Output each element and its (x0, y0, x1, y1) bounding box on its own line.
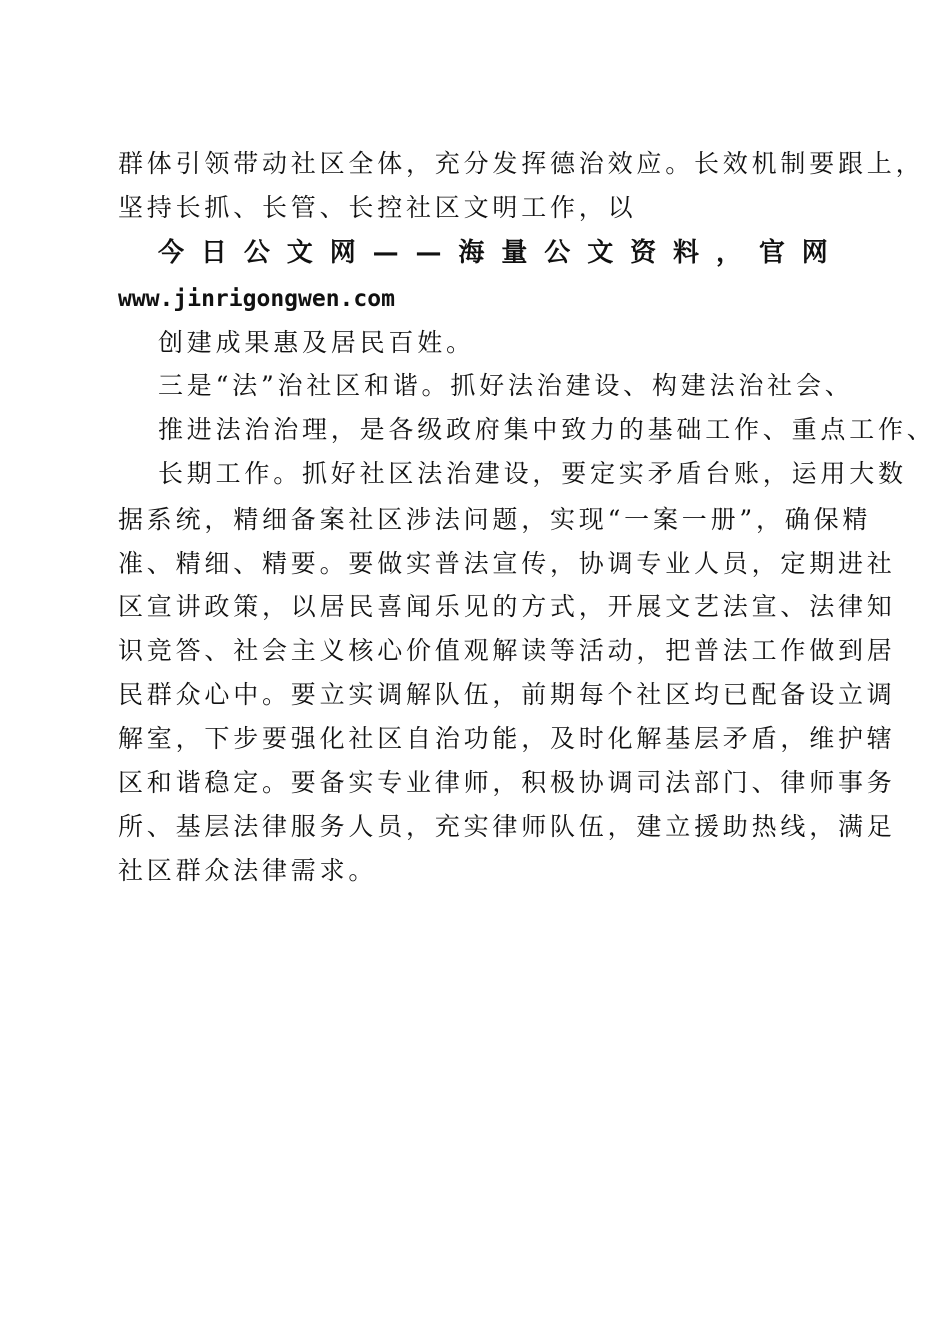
paragraph-line: 准、精细、精要。要做实普法宣传，协调专业人员，定期进社 (118, 549, 896, 578)
paragraph-line: 解室，下步要强化社区自治功能，及时化解基层矛盾，维护辖 (118, 724, 896, 753)
banner-url[interactable]: www.jinrigongwen.com (118, 286, 395, 312)
paragraph-line: 区宣讲政策，以居民喜闻乐见的方式，开展文艺法宣、法律知 (118, 592, 896, 621)
banner-char: 海 (458, 238, 485, 268)
banner-char: 网 (801, 238, 828, 268)
banner-char: — (415, 238, 442, 268)
paragraph-line: 长期工作。抓好社区法治建设，要定实矛盾台账，运用大数 (158, 459, 907, 488)
paragraph-line: 识竞答、社会主义核心价值观解读等活动，把普法工作做到居 (118, 636, 896, 665)
banner-char: ， (715, 238, 742, 268)
banner-char: 料 (673, 238, 700, 268)
banner-char: — (372, 238, 399, 268)
banner-char: 量 (501, 238, 528, 268)
paragraph-line: 据系统，精细备案社区涉法问题，实现“一案一册”，确保精 (118, 505, 872, 534)
banner-char: 今 (158, 238, 185, 268)
banner-char: 资 (630, 238, 657, 268)
paragraph-line: 区和谐稳定。要备实专业律师，积极协调司法部门、律师事务 (118, 768, 896, 797)
banner-char: 公 (243, 238, 270, 268)
paragraph-line: 所、基层法律服务人员，充实律师队伍，建立援助热线，满足 (118, 812, 896, 841)
section-heading-line: 三是“法”治社区和谐。抓好法治建设、构建法治社会、 (158, 371, 854, 400)
banner-title (158, 234, 828, 272)
banner-char: 网 (329, 238, 356, 268)
paragraph-line: 群体引领带动社区全体，充分发挥德治效应。长效机制要跟上， (118, 149, 925, 178)
banner-char: 官 (758, 238, 785, 268)
paragraph-line: 推进法治治理，是各级政府集中致力的基础工作、重点工作、 (158, 415, 936, 444)
paragraph-line: 创建成果惠及居民百姓。 (158, 328, 475, 357)
paragraph-line: 坚持长抓、长管、长控社区文明工作，以 (118, 193, 637, 222)
banner-char: 文 (286, 238, 313, 268)
banner-char: 日 (200, 238, 227, 268)
paragraph-line: 民群众心中。要立实调解队伍，前期每个社区均已配备设立调 (118, 680, 896, 709)
banner-char: 文 (587, 238, 614, 268)
paragraph-line: 社区群众法律需求。 (118, 856, 378, 885)
banner-char: 公 (544, 238, 571, 268)
